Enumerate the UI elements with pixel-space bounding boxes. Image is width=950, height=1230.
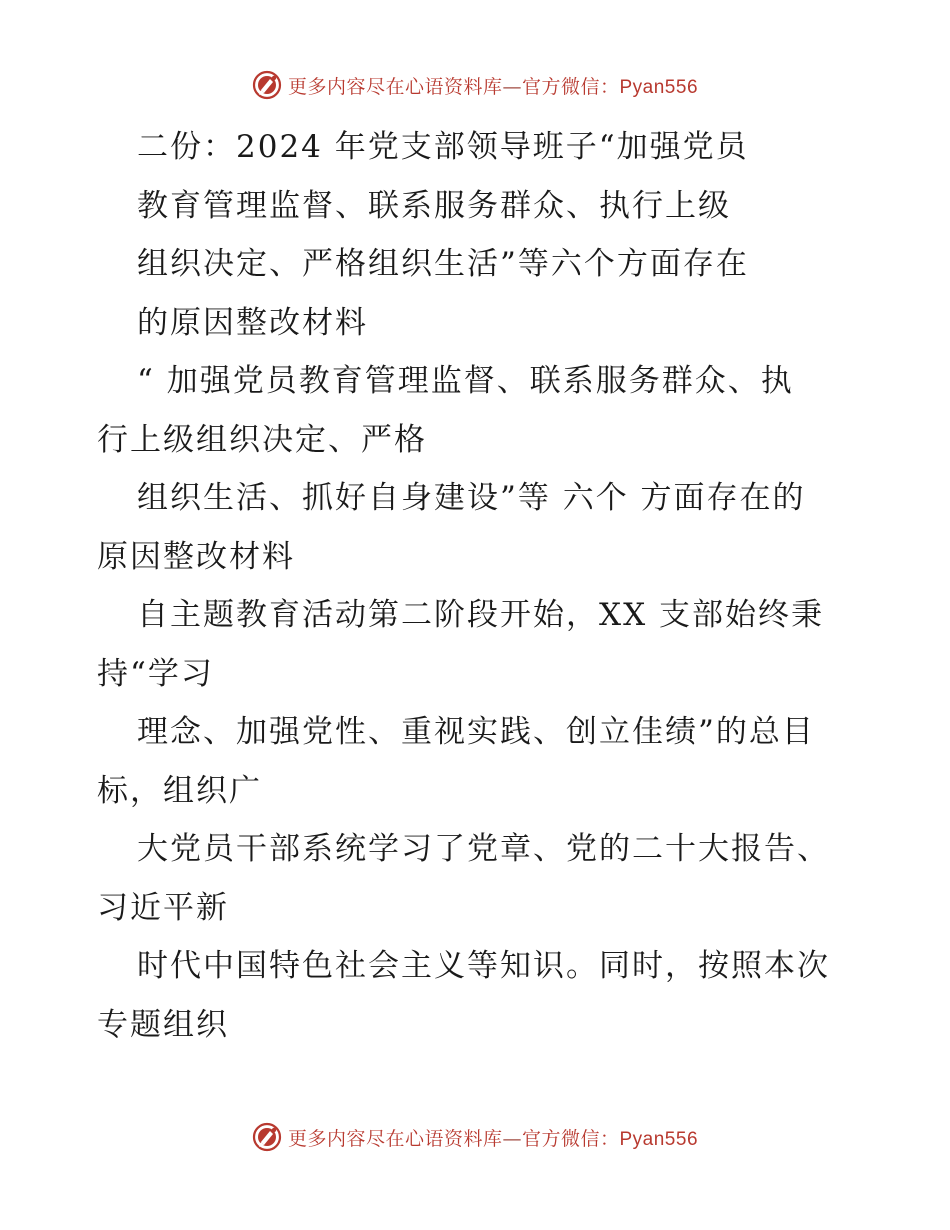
footer-brand-text (288, 1124, 698, 1151)
body-line: 组织生活、抓好自身建设”等 六个 方面存在的 (137, 480, 806, 516)
body-line: 教育管理监督、联系服务群众、执行上级 (137, 187, 731, 224)
page-header (0, 70, 950, 100)
header-wechat-id: Pyan556 (619, 76, 699, 98)
page-footer (0, 1122, 950, 1152)
header-brand (252, 70, 698, 100)
footer-wechat-id: Pyan556 (619, 1128, 699, 1150)
body-line: 专题组织 (97, 1006, 229, 1043)
body-line: 持“学习 (97, 655, 214, 692)
body-line: 自主题教育活动第二阶段开始，XX 支部始终秉 (137, 597, 824, 633)
body-line: 行上级组织决定、严格 (97, 421, 427, 458)
body-line: 大党员干部系统学习了党章、党的二十大报告、 (137, 831, 830, 867)
footer-wechat-label: 官方微信： (521, 1127, 620, 1150)
header-brand-name: 更多内容尽在心语资料库 (287, 75, 503, 98)
body-line: 习近平新 (97, 889, 229, 926)
body-line: 组织决定、严格组织生活”等六个方面存在 (137, 246, 749, 282)
footer-separator: — (502, 1127, 522, 1150)
header-separator: — (502, 75, 522, 98)
header-brand-text (288, 72, 698, 99)
body-line: 原因整改材料 (97, 538, 295, 575)
body-line: 二份：2024 年党支部领导班子“加强党员 (137, 129, 749, 165)
pen-nib-logo-icon (252, 70, 282, 100)
body-line: 标，组织广 (97, 772, 262, 809)
header-wechat-label: 官方微信： (521, 75, 620, 98)
pen-nib-logo-icon (252, 1122, 282, 1152)
footer-brand-name: 更多内容尽在心语资料库 (287, 1127, 503, 1150)
body-line: 理念、加强党性、重视实践、创立佳绩”的总目 (137, 714, 815, 750)
footer-brand (252, 1122, 698, 1152)
body-line: 的原因整改材料 (137, 304, 368, 341)
body-line: “ 加强党员教育管理监督、联系服务群众、执 (137, 363, 794, 399)
document-body (97, 118, 857, 1054)
body-line: 时代中国特色社会主义等知识。同时，按照本次 (137, 948, 830, 984)
